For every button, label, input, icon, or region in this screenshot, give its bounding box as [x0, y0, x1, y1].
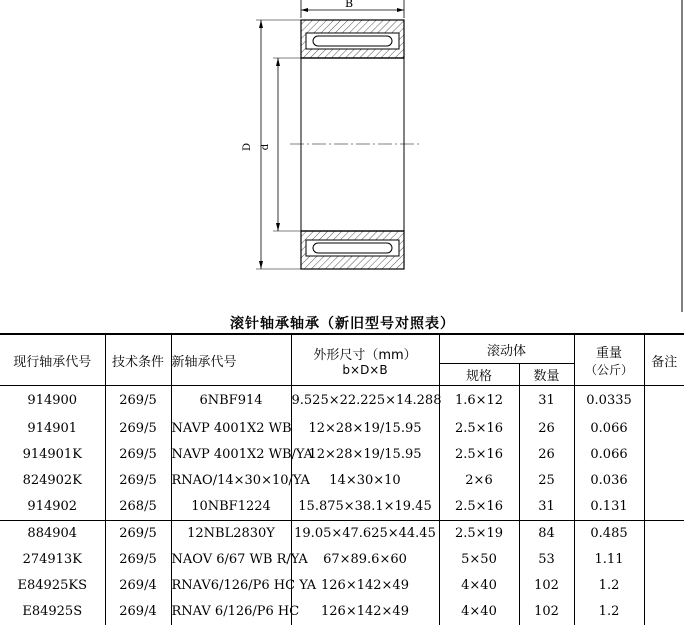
- table-row: [0, 386, 684, 416]
- header-new-code: 新轴承代号: [171, 334, 291, 386]
- cell-current-code: E84925KS: [17, 578, 87, 593]
- cell-note: [644, 494, 684, 521]
- header-tech-condition: 技术条件: [105, 334, 171, 386]
- cell-weight: 1.11: [574, 547, 644, 573]
- cell-current-code: 824902K: [22, 473, 82, 488]
- cell-spec: 4×40: [439, 573, 519, 599]
- cell-new-code: NAVP 4001X2 WB: [171, 416, 291, 442]
- table-row: [0, 468, 684, 494]
- cell-weight: 0.036: [574, 468, 644, 494]
- header-qty: 数量: [519, 364, 574, 386]
- header-weight: [574, 334, 644, 386]
- header-rolling-body: 滚动体: [439, 334, 574, 364]
- cell-tech: 269/5: [105, 468, 171, 494]
- cell-tech: 269/4: [105, 573, 171, 599]
- cell-qty: 25: [519, 468, 574, 494]
- cell-current-code: 884904: [0, 520, 105, 547]
- cell-weight: 0.066: [574, 442, 644, 468]
- cell-qty: 26: [519, 416, 574, 442]
- cell-new-code: RNAV6/126/P6 HC YA: [171, 573, 291, 599]
- cell-current-code: 914902: [27, 499, 78, 514]
- cell-note: [644, 520, 684, 547]
- cell-new-code: RNAO/14×30×10/YA: [171, 468, 291, 494]
- header-weight-line2: （公斤）: [585, 363, 634, 377]
- bearing-comparison-table: [0, 333, 684, 625]
- table-row: [0, 520, 684, 547]
- cell-new-code: 6NBF914: [171, 386, 291, 416]
- cell-current-code: E84925S: [22, 604, 83, 619]
- cell-dimensions: 126×142×49: [291, 573, 439, 599]
- cell-dimensions: 12×28×19/15.95: [291, 442, 439, 468]
- cell-dimensions: 14×30×10: [291, 468, 439, 494]
- dimension-D-label: D: [242, 142, 253, 152]
- cell-new-code: 12NBL2830Y: [171, 520, 291, 547]
- table-title: 滚针轴承轴承（新旧型号对照表）: [230, 316, 455, 332]
- header-dimensions-line1: 外形尺寸（mm）: [313, 347, 417, 363]
- cell-new-code: NAOV 6/67 WB R/YA: [171, 547, 291, 573]
- cell-spec: 2.5×16: [439, 442, 519, 468]
- header-notes: 备注: [644, 334, 684, 386]
- cell-dimensions: 12×28×19/15.95: [291, 416, 439, 442]
- header-dimensions: [291, 334, 439, 386]
- cell-tech: 268/5: [105, 494, 171, 521]
- cell-new-code: NAVP 4001X2 WB/YA: [171, 442, 291, 468]
- cell-spec: 2.5×16: [439, 494, 519, 521]
- cell-dimensions: 67×89.6×60: [291, 547, 439, 573]
- cell-note: [644, 573, 684, 599]
- cell-tech: 269/4: [105, 599, 171, 625]
- cell-tech: 269/5: [105, 386, 171, 416]
- cell-qty: 102: [519, 599, 574, 625]
- cell-weight: 0.485: [574, 520, 644, 547]
- header-dimensions-line2: b×D×B: [342, 362, 388, 377]
- cell-qty: 31: [519, 386, 574, 416]
- table-row: [0, 573, 684, 599]
- table-row: [0, 547, 684, 573]
- cell-spec: 2×6: [439, 468, 519, 494]
- cell-qty: 26: [519, 442, 574, 468]
- cell-tech: 269/5: [105, 416, 171, 442]
- cell-note: [644, 468, 684, 494]
- cell-tech: 269/5: [105, 520, 171, 547]
- table-row: [0, 442, 684, 468]
- cell-spec: 2.5×16: [439, 416, 519, 442]
- header-weight-line1: 重量: [596, 346, 623, 361]
- table-row: [0, 494, 684, 521]
- cell-new-code: 10NBF1224: [171, 494, 291, 521]
- cell-note: [644, 442, 684, 468]
- cell-qty: 102: [519, 573, 574, 599]
- cell-note: [644, 386, 684, 416]
- cell-spec: 5×50: [439, 547, 519, 573]
- cell-dimensions: 126×142×49: [291, 599, 439, 625]
- cell-current-code: 914901K: [22, 447, 82, 462]
- cell-qty: 84: [519, 520, 574, 547]
- cell-weight: 1.2: [574, 599, 644, 625]
- cell-spec: 2.5×19: [439, 520, 519, 547]
- cell-note: [644, 547, 684, 573]
- table-row: [0, 416, 684, 442]
- cell-current-code: 914901: [27, 421, 78, 436]
- cell-spec: 1.6×12: [439, 386, 519, 416]
- cell-dimensions: 15.875×38.1×19.45: [291, 494, 439, 521]
- cell-weight: 0.066: [574, 416, 644, 442]
- header-spec: 规格: [439, 364, 519, 386]
- cell-dimensions: 19.05×47.625×44.45: [291, 520, 439, 547]
- cell-new-code: RNAV 6/126/P6 HC: [171, 599, 291, 625]
- cell-note: [644, 599, 684, 625]
- table-row: [0, 599, 684, 625]
- cell-weight: 0.0335: [574, 386, 644, 416]
- cell-spec: 4×40: [439, 599, 519, 625]
- dimension-d-label: d: [260, 143, 271, 151]
- cell-current-code: 914900: [27, 393, 78, 409]
- dimension-B-label: B: [344, 0, 354, 10]
- cell-weight: 0.131: [574, 494, 644, 521]
- header-current-code: 现行轴承代号: [0, 334, 105, 386]
- cell-qty: 31: [519, 494, 574, 521]
- cell-tech: 269/5: [105, 547, 171, 573]
- cell-note: [644, 416, 684, 442]
- cell-dimensions: 9.525×22.225×14.288: [291, 386, 439, 416]
- bearing-cross-section-drawing: [0, 0, 685, 312]
- cell-current-code: 274913K: [22, 552, 82, 567]
- cell-weight: 1.2: [574, 573, 644, 599]
- cell-qty: 53: [519, 547, 574, 573]
- cell-tech: 269/5: [105, 442, 171, 468]
